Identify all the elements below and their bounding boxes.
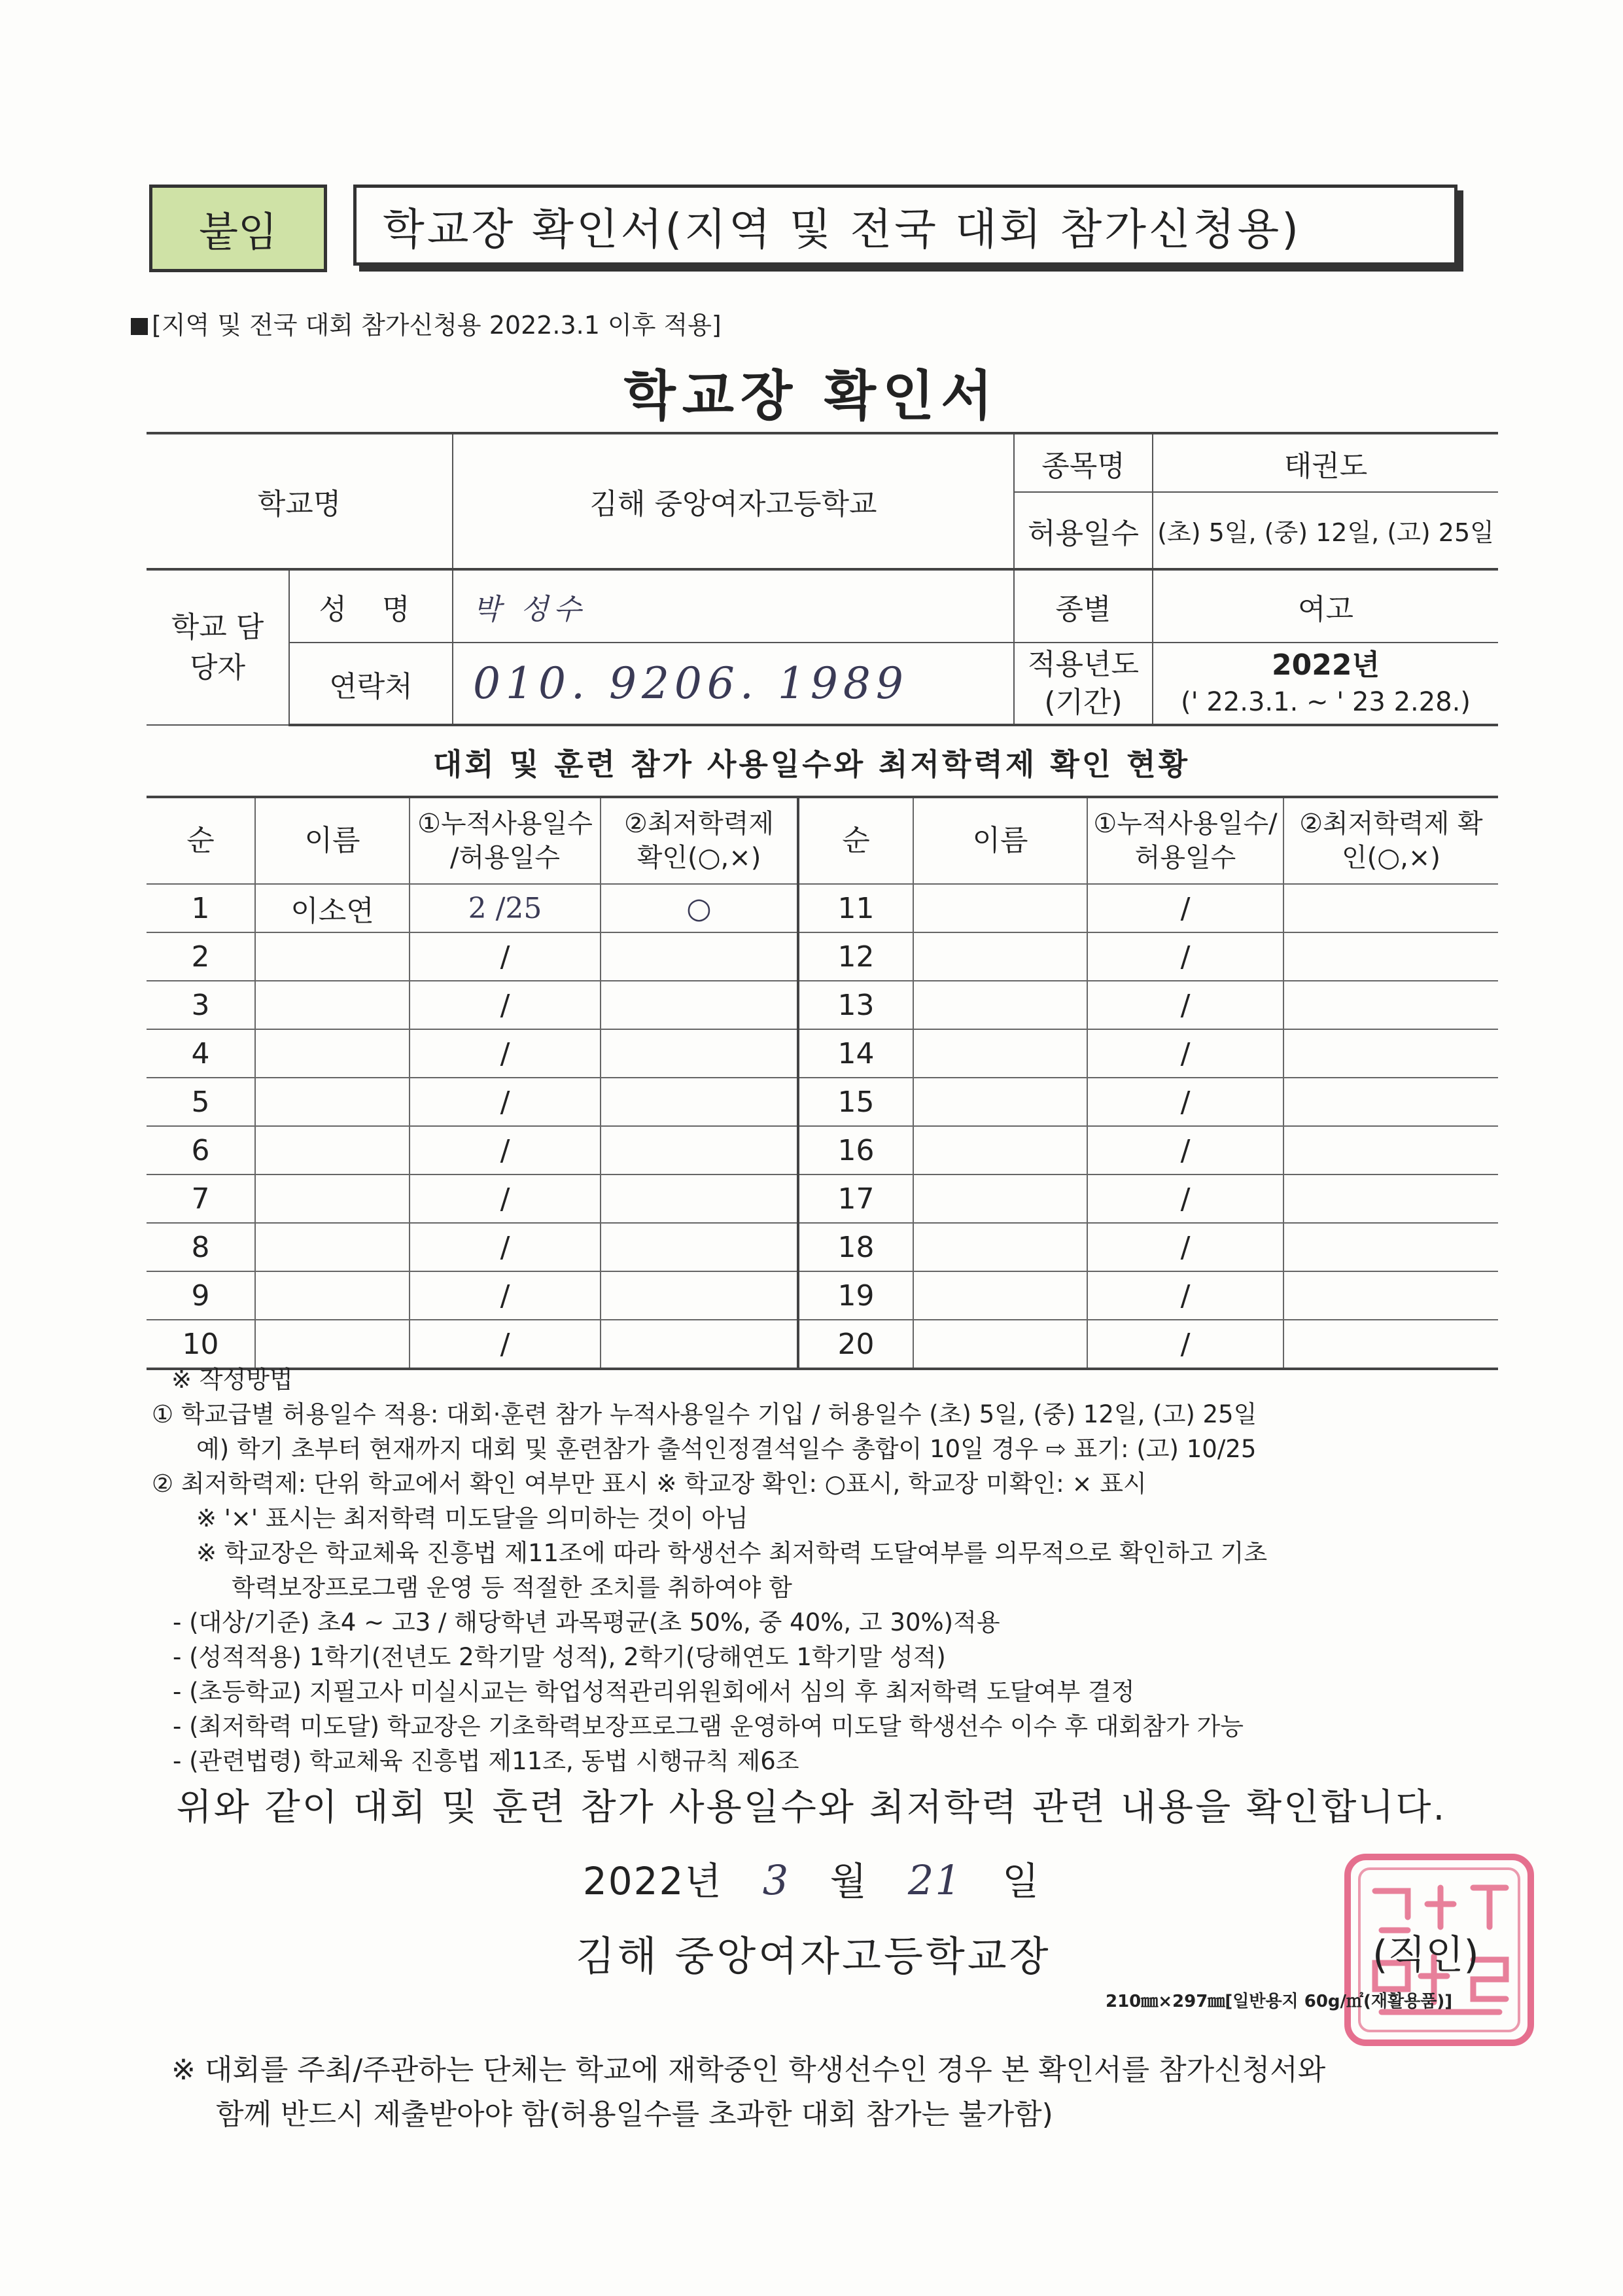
table-row <box>147 1174 1498 1223</box>
header-check-right: ②최저학력제 확인(○,×) <box>1283 797 1498 884</box>
section-title: 대회 및 훈련 참가 사용일수와 최저학력제 확인 현황 <box>432 747 1191 782</box>
table-row <box>147 1271 1498 1320</box>
row-no: 13 <box>798 981 913 1029</box>
row-name <box>255 1126 410 1174</box>
instruction-line: 예) 학기 초부터 현재까지 대회 및 훈련참가 출석인정결석일수 총합이 10일 경우 ⇨ 표기: (고) 10/25 <box>196 1435 1257 1463</box>
row-days: / <box>1087 1320 1283 1369</box>
row-check: ○ <box>601 884 798 932</box>
row-no: 5 <box>147 1078 255 1126</box>
staff-label: 학교 담당자 <box>147 569 289 725</box>
row-name <box>913 1029 1087 1078</box>
row-name <box>255 1029 410 1078</box>
row-no: 3 <box>147 981 255 1029</box>
row-days: / <box>1087 1126 1283 1174</box>
attachment-tag: 붙임 <box>149 185 327 272</box>
row-name <box>255 1320 410 1369</box>
row-check <box>601 1271 798 1320</box>
header-name-left: 이름 <box>255 797 410 884</box>
row-check <box>601 1174 798 1223</box>
row-check <box>601 1029 798 1078</box>
table-row <box>147 981 1498 1029</box>
contact-value: 010. 9206. 1989 <box>453 643 1014 725</box>
footer-line: 함께 반드시 제출받아야 함(허용일수를 초과한 대회 참가는 불가함) <box>216 2098 1053 2131</box>
row-days: / <box>1087 1271 1283 1320</box>
row-days: / <box>1087 884 1283 932</box>
row-no: 16 <box>798 1126 913 1174</box>
row-check <box>1283 1174 1498 1223</box>
gender-label: 종별 <box>1014 569 1153 643</box>
contact-label: 연락처 <box>289 643 453 725</box>
page-title: 학교장 확인서 <box>623 365 1000 427</box>
school-name-value: 김해 중앙여자고등학교 <box>453 433 1014 569</box>
square-bullet-icon <box>131 318 148 335</box>
document-heading: 학교장 확인서(지역 및 전국 대회 참가신청용) <box>353 185 1457 266</box>
confirmation-statement: 위와 같이 대회 및 훈련 참가 사용일수와 최저학력 관련 내용을 확인합니다. <box>176 1786 1447 1829</box>
row-days: / <box>410 1126 601 1174</box>
row-name <box>913 932 1087 981</box>
applicability-note-text: [지역 및 전국 대회 참가신청용 2022.3.1 이후 적용] <box>152 311 722 340</box>
table-row <box>147 932 1498 981</box>
applicability-note <box>131 305 722 341</box>
row-name <box>913 884 1087 932</box>
row-name <box>913 1126 1087 1174</box>
date-year: 2022년 <box>582 1859 723 1903</box>
row-name <box>255 1271 410 1320</box>
instruction-line: ※ '×' 표시는 최저학력 미도달을 의미하는 것이 아님 <box>196 1504 748 1532</box>
row-no: 10 <box>147 1320 255 1369</box>
row-days: / <box>410 1078 601 1126</box>
row-no: 18 <box>798 1223 913 1271</box>
allowed-days-value: (초) 5일, (중) 12일, (고) 25일 <box>1153 492 1498 569</box>
header-check-left: ②최저학력제 확인(○,×) <box>601 797 798 884</box>
row-name <box>255 1078 410 1126</box>
date-month: 3 <box>762 1856 790 1904</box>
gender-value: 여고 <box>1153 569 1498 643</box>
row-no: 12 <box>798 932 913 981</box>
instruction-line: - (성적적용) 1학기(전년도 2학기말 성적), 2학기(당해연도 1학기말 성적) <box>173 1643 946 1671</box>
row-name <box>255 932 410 981</box>
row-days: / <box>410 1223 601 1271</box>
header-no-left: 순 <box>147 797 255 884</box>
staff-name-value: 박 성수 <box>453 569 1014 643</box>
row-days: / <box>1087 1223 1283 1271</box>
instruction-line: ① 학교급별 허용일수 적용: 대회·훈련 참가 누적사용일수 기입 / 허용일수 (초) 5일, (중) 12일, (고) 25일 <box>152 1400 1257 1428</box>
year-cell <box>1153 643 1498 725</box>
row-days: / <box>1087 932 1283 981</box>
row-no: 2 <box>147 932 255 981</box>
row-no: 4 <box>147 1029 255 1078</box>
header-name-right: 이름 <box>913 797 1087 884</box>
roster-table <box>147 796 1498 1370</box>
instructions <box>152 1362 1512 1778</box>
row-check <box>1283 1271 1498 1320</box>
row-days: / <box>1087 1029 1283 1078</box>
table-row <box>147 1320 1498 1369</box>
row-check <box>1283 981 1498 1029</box>
period-value: (' 22.3.1. ~ ' 23 2.28.) <box>1181 686 1471 717</box>
allowed-days-label: 허용일수 <box>1014 492 1153 569</box>
year-label: 적용년도 (기간) <box>1014 643 1153 725</box>
instruction-line: - (관련법령) 학교체육 진흥법 제11조, 동법 시행규칙 제6조 <box>173 1747 799 1775</box>
row-name <box>913 1223 1087 1271</box>
row-no: 7 <box>147 1174 255 1223</box>
row-check <box>1283 1126 1498 1174</box>
table-row <box>147 1029 1498 1078</box>
row-check <box>601 1078 798 1126</box>
row-days: / <box>410 1174 601 1223</box>
header-no-right: 순 <box>798 797 913 884</box>
school-name-label: 학교명 <box>147 433 453 569</box>
table-row <box>147 884 1498 932</box>
row-name <box>255 1223 410 1271</box>
seal-label: (직인) <box>1372 1932 1479 1978</box>
instruction-line: - (최저학력 미도달) 학교장은 기초학력보장프로그램 운영하여 미도달 학생선수 이수 후 대회참가 가능 <box>173 1712 1244 1740</box>
footer-line: ※ 대회를 주최/주관하는 단체는 학교에 재학중인 학생선수인 경우 본 확인서를 참가신청서와 <box>171 2053 1326 2087</box>
instruction-line: - (초등학교) 지필고사 미실시교는 학업성적관리위원회에서 심의 후 최저학력 도달여부 결정 <box>173 1678 1135 1706</box>
date-day-label: 일 <box>1002 1859 1041 1903</box>
row-name <box>255 981 410 1029</box>
row-no: 9 <box>147 1271 255 1320</box>
school-info-table <box>147 432 1498 726</box>
row-days: / <box>1087 1174 1283 1223</box>
year-value: 2022년 <box>1272 648 1380 682</box>
instruction-line: ② 최저학력제: 단위 학교에서 확인 여부만 표시 ※ 학교장 확인: ○표시, 학교장 미확인: × 표시 <box>152 1470 1147 1498</box>
row-name <box>913 1271 1087 1320</box>
paper-spec: 210㎜×297㎜[일반용지 60g/㎡(재활용품)] <box>1106 1992 1453 2011</box>
instruction-line: 학력보장프로그램 운영 등 적절한 조치를 취하여야 함 <box>232 1574 792 1602</box>
row-check <box>601 932 798 981</box>
row-check <box>1283 932 1498 981</box>
row-no: 1 <box>147 884 255 932</box>
row-name <box>255 1174 410 1223</box>
row-days: / <box>410 932 601 981</box>
row-days: / <box>1087 981 1283 1029</box>
row-days: / <box>410 1029 601 1078</box>
table-row <box>147 1078 1498 1126</box>
row-no: 17 <box>798 1174 913 1223</box>
table-row <box>147 1126 1498 1174</box>
row-no: 15 <box>798 1078 913 1126</box>
row-days: / <box>410 1320 601 1369</box>
row-name <box>913 1078 1087 1126</box>
row-no: 8 <box>147 1223 255 1271</box>
footer-note <box>171 2048 1499 2137</box>
instruction-line: - (대상/기준) 초4 ~ 고3 / 해당학년 과목평균(초 50%, 중 40%, 고 30%)적용 <box>173 1608 1000 1636</box>
row-check <box>1283 1320 1498 1369</box>
row-check <box>601 1126 798 1174</box>
row-check <box>601 1320 798 1369</box>
row-no: 20 <box>798 1320 913 1369</box>
row-days: / <box>410 981 601 1029</box>
row-name <box>913 1320 1087 1369</box>
date-day: 21 <box>907 1856 962 1904</box>
roster-header-row <box>147 797 1498 884</box>
instructions-heading: ※ 작성방법 <box>171 1366 293 1394</box>
instruction-line: ※ 학교장은 학교체육 진흥법 제11조에 따라 학생선수 최저학력 도달여부를 의무적으로 확인하고 기초 <box>196 1539 1268 1567</box>
event-label: 종목명 <box>1014 433 1153 492</box>
row-no: 19 <box>798 1271 913 1320</box>
row-days: / <box>1087 1078 1283 1126</box>
row-check <box>1283 884 1498 932</box>
row-name <box>913 981 1087 1029</box>
row-check <box>601 1223 798 1271</box>
row-days: 2 /25 <box>410 884 601 932</box>
row-no: 11 <box>798 884 913 932</box>
row-no: 14 <box>798 1029 913 1078</box>
row-no: 6 <box>147 1126 255 1174</box>
row-check <box>601 981 798 1029</box>
row-check <box>1283 1078 1498 1126</box>
name-label: 성 명 <box>289 569 453 643</box>
event-value: 태권도 <box>1153 433 1498 492</box>
row-check <box>1283 1029 1498 1078</box>
table-row <box>147 1223 1498 1271</box>
row-days: / <box>410 1271 601 1320</box>
row-name <box>913 1174 1087 1223</box>
row-check <box>1283 1223 1498 1271</box>
principal-title: 김해 중앙여자고등학교장 <box>576 1932 1051 1980</box>
header-days-right: ①누적사용일수/ 허용일수 <box>1087 797 1283 884</box>
header-days-left: ①누적사용일수 /허용일수 <box>410 797 601 884</box>
date-month-label: 월 <box>829 1859 868 1903</box>
row-name: 이소연 <box>255 884 410 932</box>
